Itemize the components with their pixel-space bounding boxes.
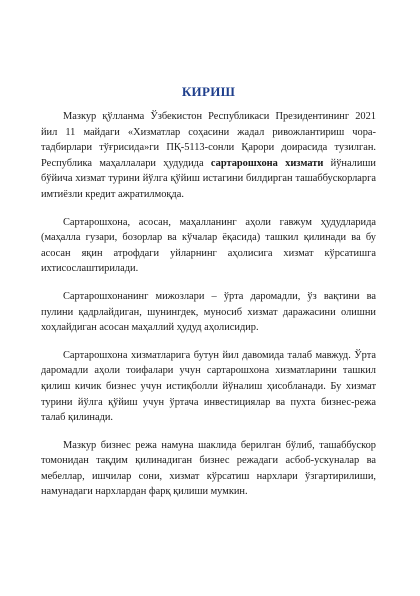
paragraph-text: Мазкур қўлланма Ўзбекистон Республикаси Президентининг 2021 йил 11 майдаги «Хизматлар соҳасини жадал ривожлантириш чора-тадбирлари тўғрисида»ги ПҚ-5113-сонли Қарори доирасида тузилган. Республика маҳаллалари ҳудудида	[41, 111, 376, 169]
paragraph-text: йўналиши бўйича хизмат турини йўлга қўйиш истагини билдирган ташаббускорларга имтиёзли кредит ажратилмоқда.	[41, 157, 376, 200]
paragraph-text: Мазкур бизнес режа намуна шаклида берилган бўлиб, ташаббускор томонидан тақдим қилинадиган бизнес режадаги асбоб-ускуналар ва мебеллар, ишчилар сони, хизмат кўрсатиш нархлари ўзгартирилиши, намунадаги нархлардан фарқ қилиши мумкин.	[41, 439, 376, 498]
paragraph-note	[41, 438, 376, 500]
paragraph-intro	[41, 109, 376, 203]
paragraph-text: Сартарошхона, асосан, маҳалланинг аҳоли гавжум ҳудудларида (маҳалла гузари, бозорлар ва кўчалар ёқасида) ташкил қилинади ва бу асосан яқин атрофдаги уйларнинг аҳолисига хизмат кўрсатишга ихтисослаштирилади.	[41, 216, 376, 275]
paragraph-text: Сартарошхонанинг мижозлари – ўрта даромадли, ўз вақтини ва пулини қадрлайдиган, шунингдек, муносиб хизмат даражасини олишни хоҳлайдиган асосан маҳаллий ҳудуд аҳолисидир.	[41, 290, 376, 334]
paragraph-location	[41, 215, 376, 277]
paragraph-clients	[41, 289, 376, 336]
document-title: КИРИШ	[181, 84, 236, 99]
paragraph-demand	[41, 348, 376, 426]
paragraph-text: Сартарошхона хизматларига бутун йил давомида талаб мавжуд. Ўрта даромадли аҳоли тоифалари учун сартарошхона хизматларини ташкил қилиш кичик бизнес учун истиқболли йўналиш ҳисобланади. Бу хизмат турини йўлга қўйиш учун ўртача инвестициялар ва пухта бизнес-режа талаб қилинади.	[41, 349, 376, 424]
paragraph-bold-phrase: сартарошхона хизмати	[210, 157, 324, 169]
